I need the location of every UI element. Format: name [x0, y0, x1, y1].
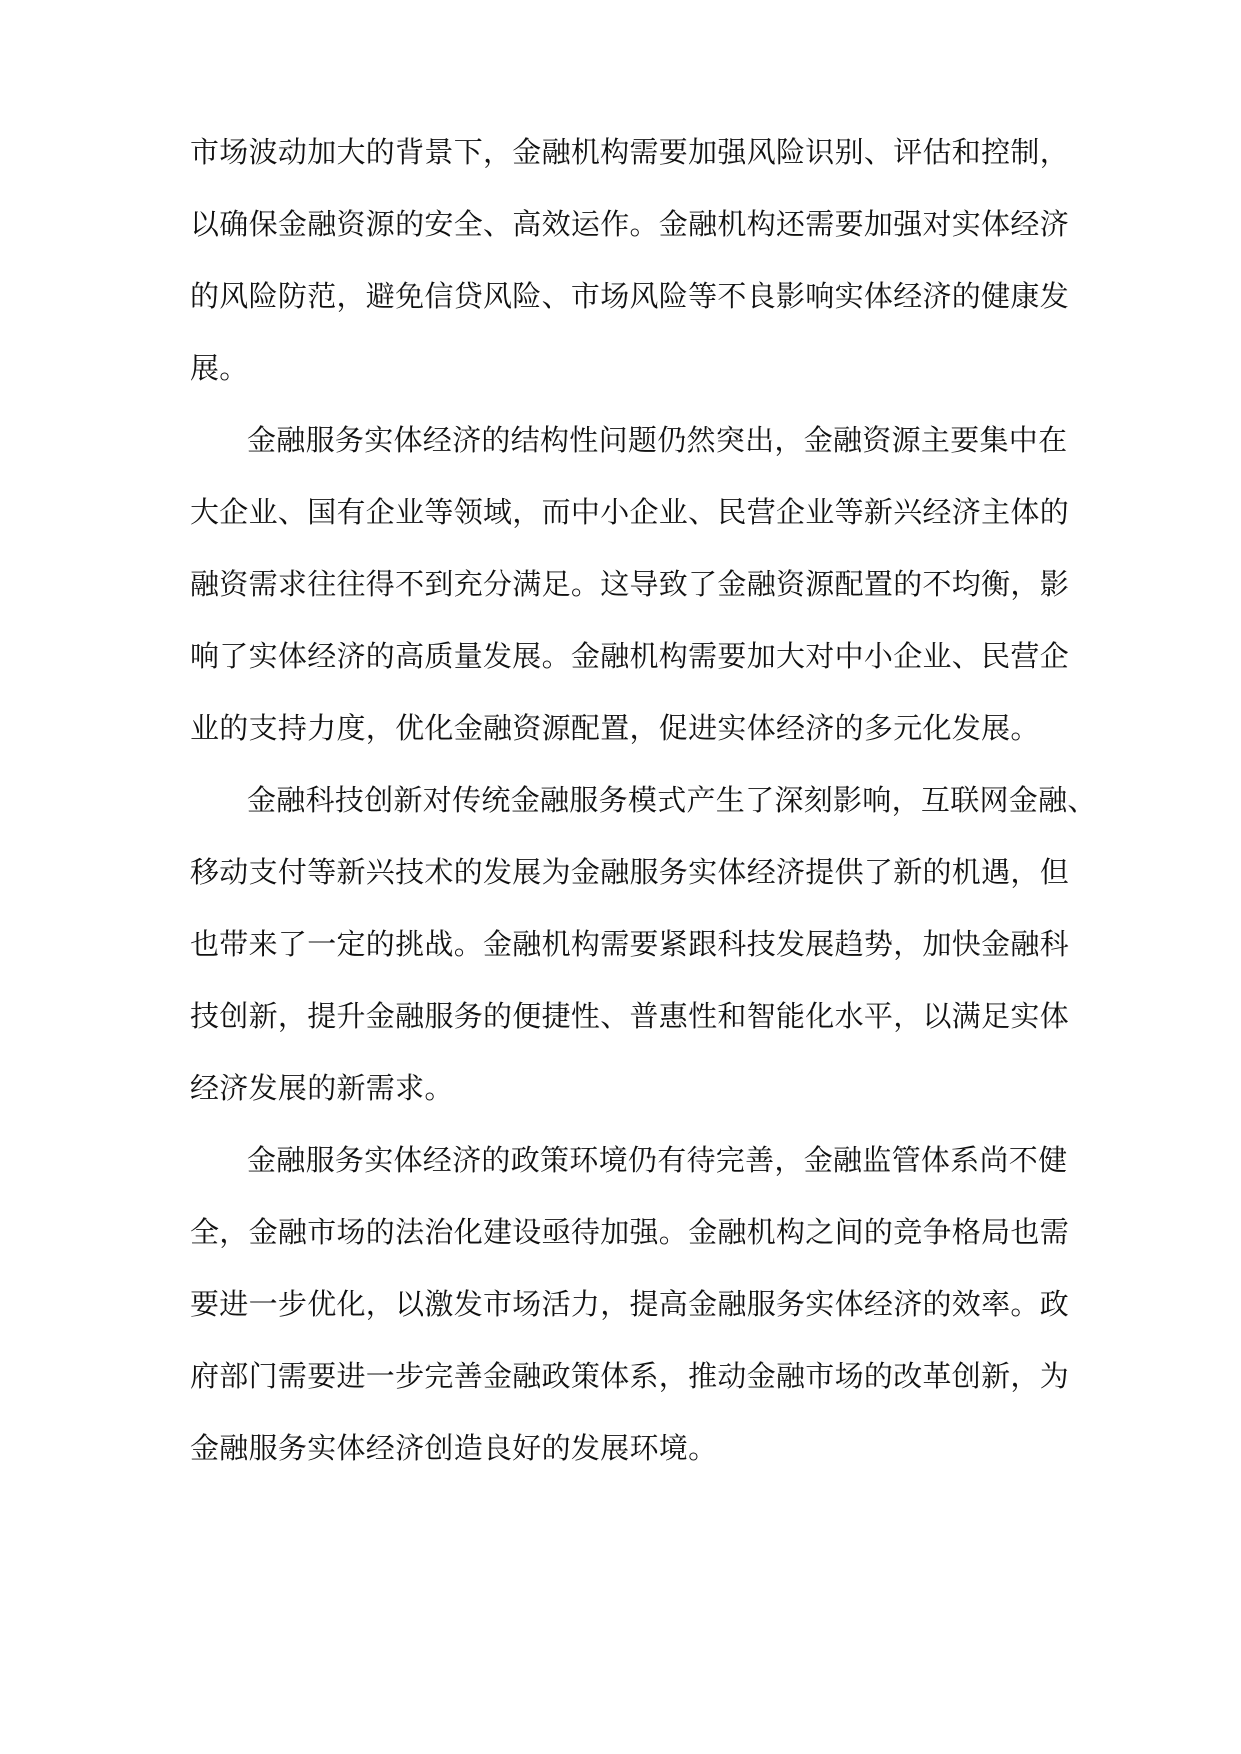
paragraph-3-line-4: 技创新，提升金融服务的便捷性、普惠性和智能化水平，以满足实体	[190, 999, 1070, 1033]
paragraph-1-line-2: 以确保金融资源的安全、高效运作。金融机构还需要加强对实体经济	[190, 207, 1070, 241]
paragraph-2-line-3: 融资需求往往得不到充分满足。这导致了金融资源配置的不均衡，影	[190, 567, 1070, 601]
paragraph-2-line-1: 金融服务实体经济的结构性问题仍然突出，金融资源主要集中在	[247, 423, 1068, 457]
paragraph-3-line-1: 金融科技创新对传统金融服务模式产生了深刻影响，互联网金融、	[247, 783, 1097, 817]
paragraph-3-line-5: 经济发展的新需求。	[190, 1071, 454, 1105]
paragraph-3-line-2: 移动支付等新兴技术的发展为金融服务实体经济提供了新的机遇，但	[190, 855, 1070, 889]
paragraph-4-line-2: 全，金融市场的法治化建设亟待加强。金融机构之间的竞争格局也需	[190, 1215, 1070, 1249]
paragraph-2-line-2: 大企业、国有企业等领域，而中小企业、民营企业等新兴经济主体的	[190, 495, 1070, 529]
paragraph-1-line-1: 市场波动加大的背景下，金融机构需要加强风险识别、评估和控制，	[190, 135, 1070, 169]
paragraph-4-line-4: 府部门需要进一步完善金融政策体系，推动金融市场的改革创新，为	[190, 1359, 1070, 1393]
paragraph-2-line-4: 响了实体经济的高质量发展。金融机构需要加大对中小企业、民营企	[190, 639, 1070, 673]
paragraph-3-line-3: 也带来了一定的挑战。金融机构需要紧跟科技发展趋势，加快金融科	[190, 927, 1070, 961]
paragraph-4-line-3: 要进一步优化，以激发市场活力，提高金融服务实体经济的效率。政	[190, 1287, 1070, 1321]
paragraph-1-line-4: 展。	[190, 351, 249, 385]
paragraph-4-line-1: 金融服务实体经济的政策环境仍有待完善，金融监管体系尚不健	[247, 1143, 1068, 1177]
paragraph-1-line-3: 的风险防范，避免信贷风险、市场风险等不良影响实体经济的健康发	[190, 279, 1070, 313]
paragraph-2-line-5: 业的支持力度，优化金融资源配置，促进实体经济的多元化发展。	[190, 711, 1040, 745]
paragraph-4-line-5: 金融服务实体经济创造良好的发展环境。	[190, 1431, 718, 1465]
